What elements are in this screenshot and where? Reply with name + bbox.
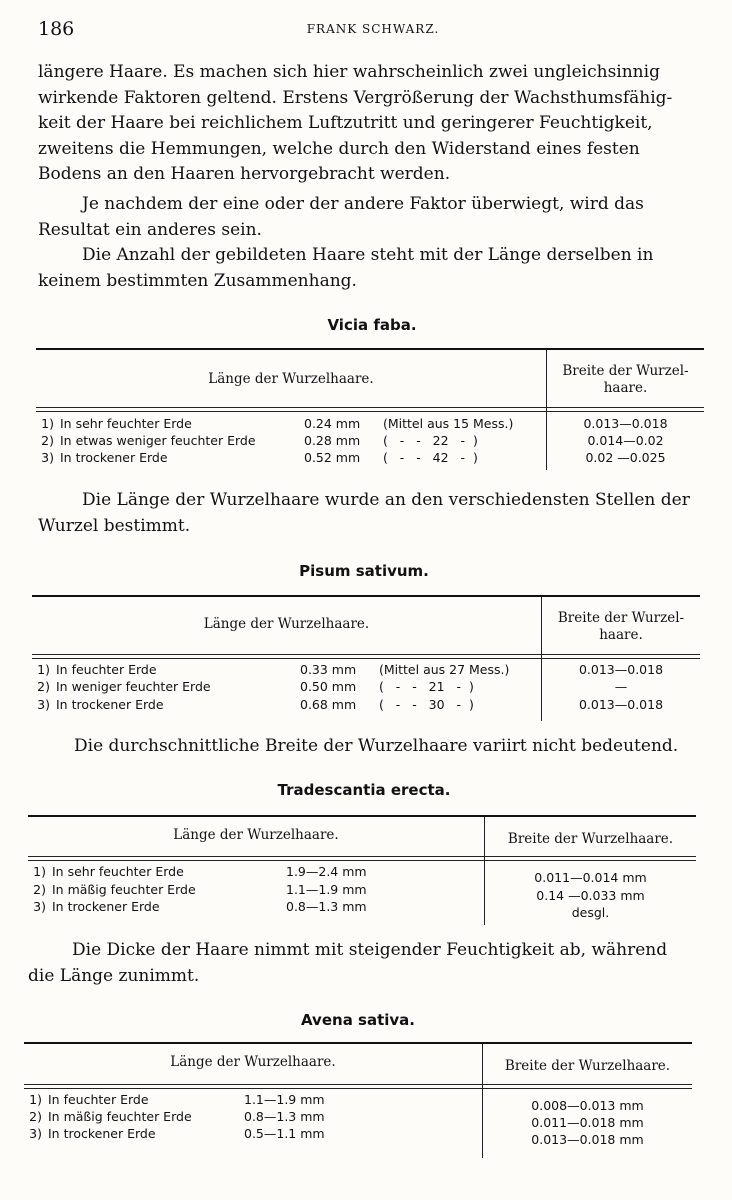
table-vicia (36, 348, 704, 473)
paragraph-4 (38, 488, 706, 539)
column-header-width: Breite der Wurzel- haare. (562, 363, 689, 396)
table-row: 3) In trockener Erde 0.68 mm ( - - 30 - ) 0.013—0.018 (37, 697, 664, 712)
column-header-length: Länge der Wurzelhaare. (170, 1054, 336, 1070)
table-pisum (32, 595, 700, 725)
table-row: 2) In weniger feuchter Erde 0.50 mm ( - - 21 - ) — (37, 679, 628, 694)
paragraph-5 (38, 734, 706, 760)
column-header-width: Breite der Wurzelhaare. (507, 831, 674, 847)
text-line: Je nachdem der eine oder der andere Faktor überwiegt, wird das (82, 194, 644, 214)
text-line: Die Länge der Wurzelhaare wurde an den verschiedensten Stellen der (82, 490, 690, 510)
table-title-avena: Avena sativa. (300, 1011, 415, 1029)
text-line: Bodens an den Haaren hervorgebracht werden. (38, 164, 451, 184)
text-line: Die Dicke der Haare nimmt mit steigender Feuchtigkeit ab, während (72, 940, 668, 960)
table-row: 2) In mäßig feuchter Erde 1.1—1.9 mm 0.14 —0.033 mm (33, 882, 645, 903)
text-line: Resultat ein anderes sein. (38, 219, 262, 240)
page-number: 186 (38, 18, 75, 40)
text-line: Die durchschnittliche Breite der Wurzelhaare variirt nicht bedeutend. (74, 736, 679, 756)
table-row: 1) In sehr feuchter Erde 1.9—2.4 mm 0.011—0.014 mm (33, 864, 647, 885)
text-line: Wurzel bestimmt. (38, 515, 191, 536)
text-line: die Länge zunimmt. (28, 965, 200, 986)
table-title-pisum: Pisum sativum. (299, 562, 429, 580)
text-line: keinem bestimmten Zusammenhang. (38, 270, 357, 291)
paragraph-6 (28, 938, 704, 989)
table-row: 3) In trockener Erde 0.52 mm ( - - 42 - ) 0.02 —0.025 (41, 450, 666, 465)
table-row: 2) In mäßig feuchter Erde 0.8—1.3 mm 0.011—0.018 mm (29, 1109, 644, 1130)
text-line: zweitens die Hemmungen, welche durch den Widerstand eines festen (38, 138, 640, 159)
column-header-length: Länge der Wurzelhaare. (208, 371, 374, 387)
column-header-width: Breite der Wurzel- haare. (557, 610, 685, 643)
table-row: 3) In trockener Erde 0.5—1.1 mm 0.013—0.018 mm (29, 1126, 644, 1147)
column-header-width: Breite der Wurzelhaare. (504, 1058, 671, 1074)
column-header-length: Länge der Wurzelhaare. (173, 827, 339, 843)
table-title-vicia: Vicia faba. (327, 316, 417, 334)
paragraph-1 (38, 60, 706, 188)
table-row: 1) In feuchter Erde 1.1—1.9 mm 0.008—0.013 mm (29, 1092, 644, 1113)
table-row: 1) In sehr feuchter Erde 0.24 mm (Mittel aus 15 Mess.) 0.013—0.018 (41, 416, 668, 431)
paragraph-3 (38, 243, 706, 294)
running-title: FRANK SCHWARZ. (306, 22, 440, 36)
table-row: 2) In etwas weniger feuchter Erde 0.28 mm ( - - 22 - ) 0.014—0.02 (41, 433, 664, 448)
table-avena (24, 1042, 692, 1162)
table-tradescantia (28, 815, 696, 930)
table-row: 1) In feuchter Erde 0.33 mm (Mittel aus 27 Mess.) 0.013—0.018 (37, 662, 664, 677)
text-line: wirkende Faktoren geltend. Erstens Vergrößerung der Wachsthumsfähig- (38, 87, 673, 108)
text-line: keit der Haare bei reichlichem Luftzutritt und geringerer Feuchtigkeit, (38, 113, 653, 133)
text-line: längere Haare. Es machen sich hier wahrscheinlich zwei ungleichsinnig (38, 62, 660, 82)
table-title-tradescantia: Tradescantia erecta. (277, 781, 451, 799)
paragraph-2 (38, 192, 706, 243)
text-line: Die Anzahl der gebildeten Haare steht mit der Länge derselben in (82, 245, 654, 265)
column-header-length: Länge der Wurzelhaare. (203, 616, 370, 632)
table-row: 3) In trockener Erde 0.8—1.3 mm desgl. (33, 899, 610, 920)
running-head (38, 18, 708, 44)
